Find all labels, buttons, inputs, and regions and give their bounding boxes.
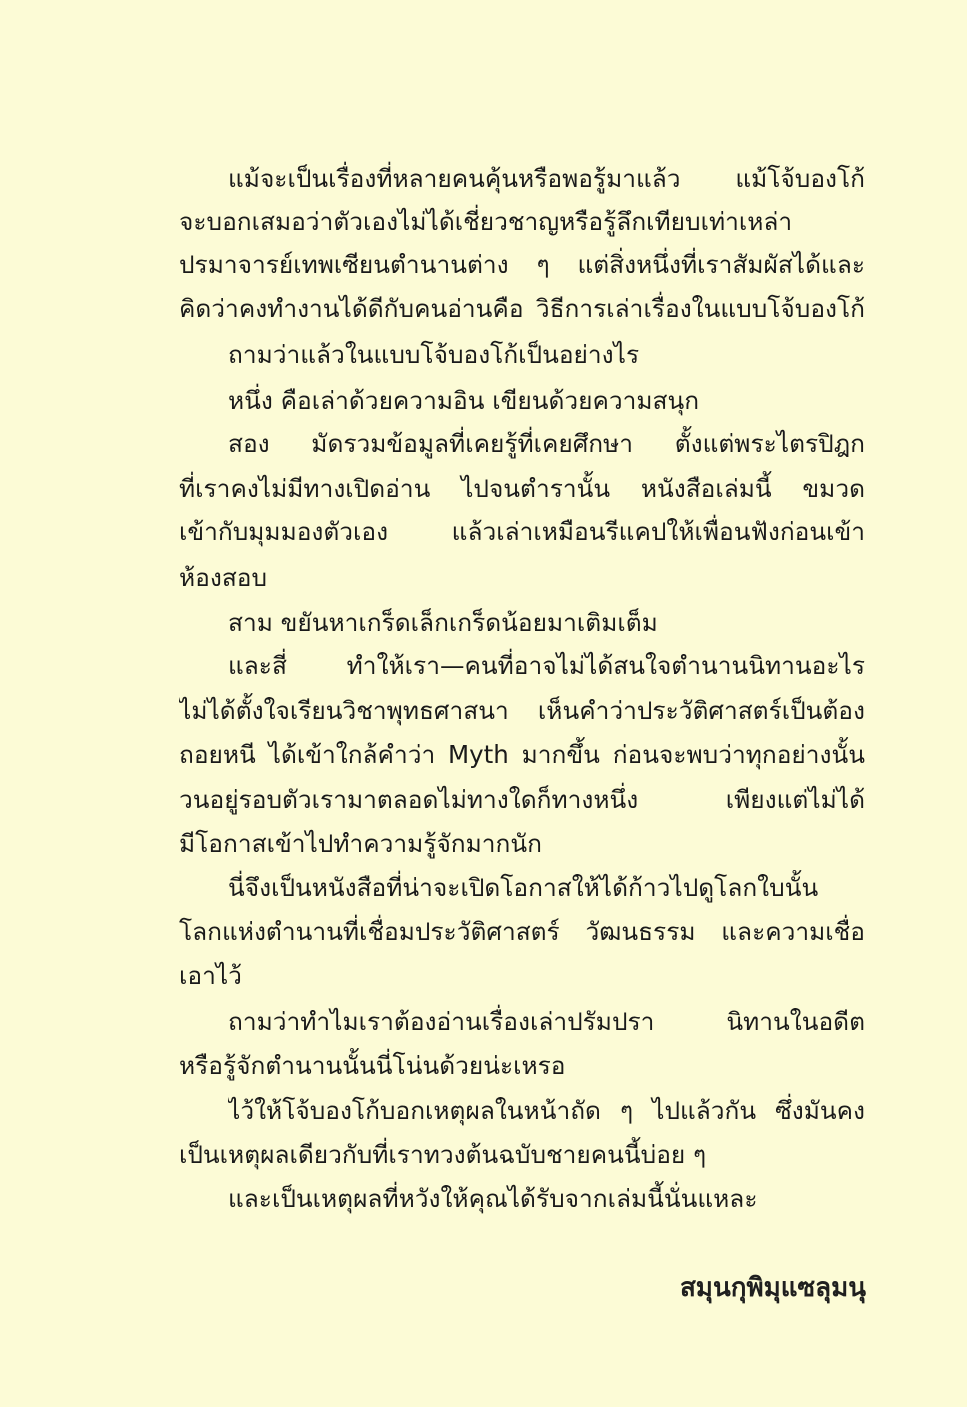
text-line: จะบอกเสมอว่าตัวเองไม่ได้เชี่ยวชาญหรือรู้ลึกเทียบเท่าเหล่า [179, 207, 793, 236]
text-line: โลกแห่งตำนานที่เชื่อมประวัติศาสตร์ วัฒนธรรม และความเชื่อ [179, 917, 865, 946]
text-line: หนึ่ง คือเล่าด้วยความอิน เขียนด้วยความสนุก [228, 386, 700, 415]
text-line: คิดว่าคงทำงานได้ดีกับคนอ่านคือ วิธีการเล่าเรื่องในแบบโจ้บองโก้ [179, 294, 865, 323]
text-line: สาม ขยันหาเกร็ดเล็กเกร็ดน้อยมาเติมเต็ม [228, 608, 658, 637]
text-line: ไว้ให้โจ้บองโก้บอกเหตุผลในหน้าถัด ๆ ไปแล้วกัน ซึ่งมันคง [228, 1096, 865, 1125]
text-line: เข้ากับมุมมองตัวเอง แล้วเล่าเหมือนรีแคปให้เพื่อนฟังก่อนเข้า [179, 517, 865, 546]
text-line: ปรมาจารย์เทพเซียนตำนานต่าง ๆ แต่สิ่งหนึ่งที่เราสัมผัสได้และ [179, 250, 865, 279]
text-line: หรือรู้จักตำนานนั้นนี่โน่นด้วยน่ะเหรอ [179, 1051, 566, 1080]
publisher-signature: สมุนกุพิมุแซลุมนุ [679, 1273, 866, 1303]
text-line: ถามว่าทำไมเราต้องอ่านเรื่องเล่าปรัมปรา นิทานในอดีต [228, 1007, 865, 1036]
text-line: ถอยหนี ได้เข้าใกล้คำว่า Myth มากขึ้น ก่อนจะพบว่าทุกอย่างนั้น [179, 740, 865, 769]
text-line: นี่จึงเป็นหนังสือที่น่าจะเปิดโอกาสให้ได้ก้าวไปดูโลกใบนั้น [228, 873, 819, 902]
text-line: และเป็นเหตุผลที่หวังให้คุณได้รับจากเล่มนี้นั่นแหละ [228, 1184, 758, 1213]
text-line: สอง มัดรวมข้อมูลที่เคยรู้ที่เคยศึกษา ตั้งแต่พระไตรปิฎก [228, 429, 865, 458]
text-line: ไม่ได้ตั้งใจเรียนวิชาพุทธศาสนา เห็นคำว่าประวัติศาสตร์เป็นต้อง [179, 696, 865, 725]
text-line: ถามว่าแล้วในแบบโจ้บองโก้เป็นอย่างไร [228, 340, 640, 369]
text-line: ที่เราคงไม่มีทางเปิดอ่าน ไปจนตำรานั้น หนังสือเล่มนี้ ขมวด [179, 474, 865, 503]
text-line: และสี่ ทำให้เรา—คนที่อาจไม่ได้สนใจตำนานนิทานอะไร [228, 651, 865, 680]
text-line: ห้องสอบ [179, 563, 268, 592]
text-line: เป็นเหตุผลเดียวกับที่เราทวงต้นฉบับชายคนนี้บ่อย ๆ [179, 1140, 707, 1169]
text-line: มีโอกาสเข้าไปทำความรู้จักมากนัก [179, 829, 542, 858]
text-line: เอาไว้ [179, 961, 242, 990]
text-line: วนอยู่รอบตัวเรามาตลอดไม่ทางใดก็ทางหนึ่ง เพียงแต่ไม่ได้ [179, 785, 865, 814]
text-line: แม้จะเป็นเรื่องที่หลายคนคุ้นหรือพอรู้มาแล้ว แม้โจ้บองโก้ [228, 164, 865, 193]
